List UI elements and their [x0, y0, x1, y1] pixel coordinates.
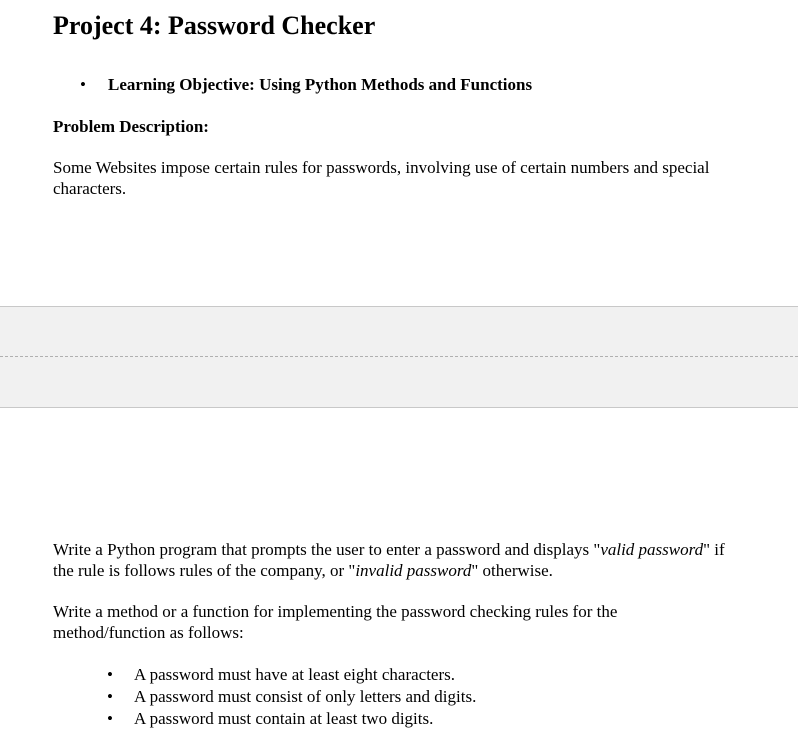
task-paragraph [53, 539, 733, 581]
invalid-password-term: invalid password [355, 561, 472, 580]
bullet-icon: • [80, 75, 86, 94]
bullet-icon: • [107, 665, 113, 684]
task-text-part3: " otherwise. [471, 561, 553, 580]
rule-item [53, 664, 476, 686]
task-text-part1: Write a Python program that prompts the user to enter a password and displays " [53, 540, 601, 559]
rule-text: A password must contain at least two digits. [134, 709, 434, 728]
objective-list [53, 74, 532, 95]
method-paragraph: Write a method or a function for implementing the password checking rules for the method/function as follows: [53, 602, 618, 642]
valid-password-term: valid password [600, 540, 704, 559]
objective-item [53, 74, 532, 95]
bullet-icon: • [107, 709, 113, 728]
task-text-part2: " if the rule is follows rules of the company, or " [53, 540, 725, 580]
rule-item [53, 708, 476, 730]
rule-text: A password must consist of only letters and digits. [134, 687, 477, 706]
rule-text: A password must have at least eight characters. [134, 665, 456, 684]
page-break-dashed-line [0, 356, 798, 357]
intro-paragraph: Some Websites impose certain rules for passwords, involving use of certain numbers and special characters. [53, 158, 710, 198]
objective-text: Learning Objective: Using Python Methods and Functions [108, 75, 533, 94]
page-break [0, 306, 798, 408]
page-title: Project 4: Password Checker [53, 11, 376, 40]
rule-item [53, 686, 476, 708]
rules-list [53, 664, 476, 730]
problem-description-heading: Problem Description: [53, 117, 209, 136]
bullet-icon: • [107, 687, 113, 706]
